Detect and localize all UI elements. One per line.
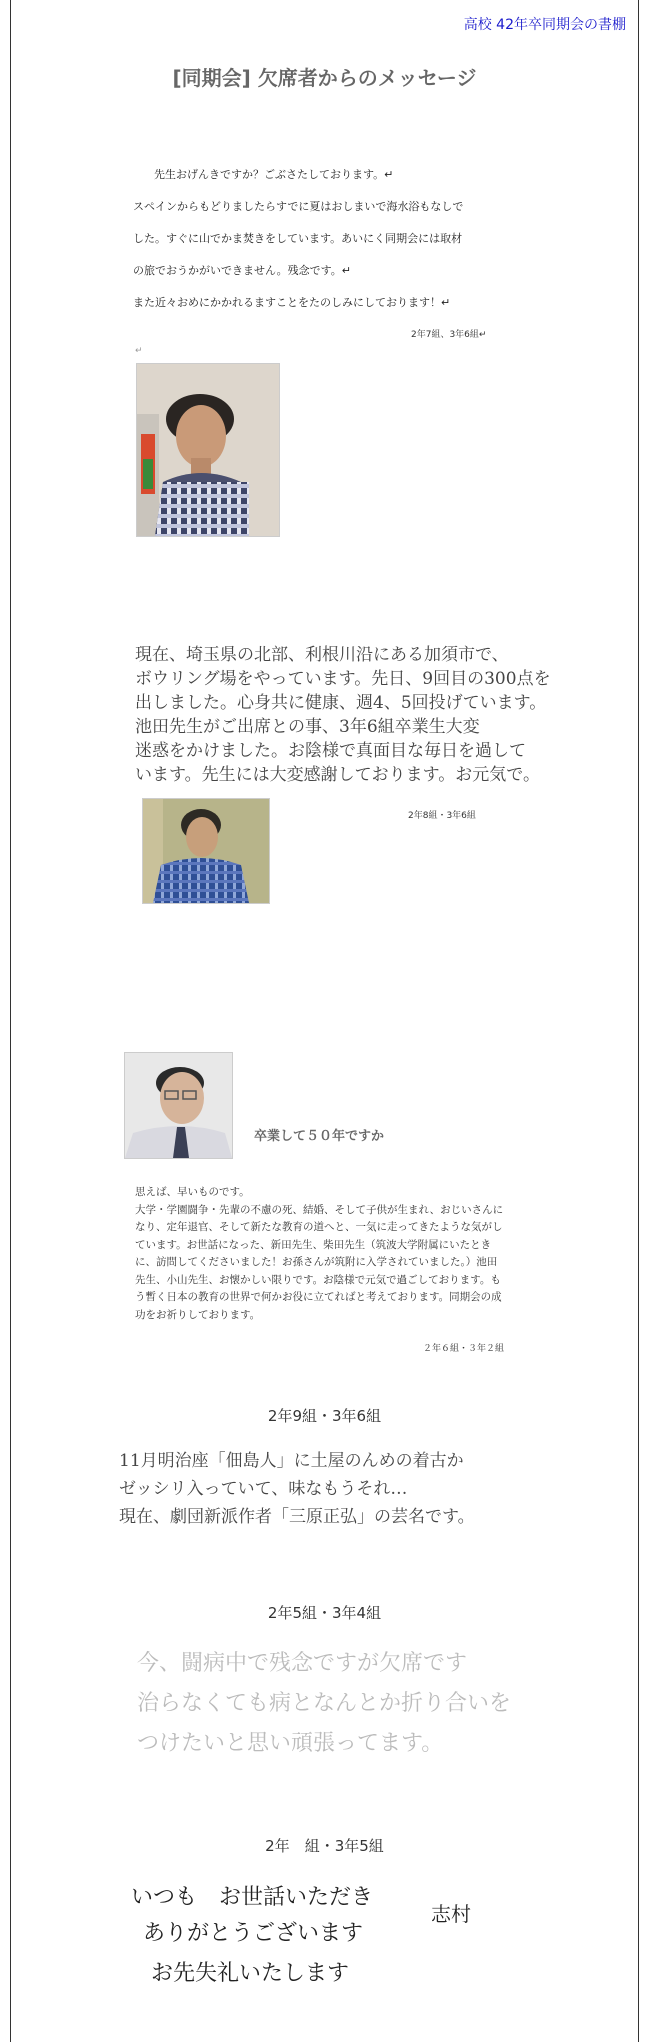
message-6-heading: 2年 組・3年5組 <box>265 1837 384 1855</box>
page-frame <box>10 0 639 2042</box>
message-3-signature: ２年６組・３年２組 <box>423 1344 505 1354</box>
photo-man-3 <box>124 1052 233 1159</box>
message-3-body <box>135 1184 520 1324</box>
message-3-line: 思えば、早いものです。 <box>135 1186 250 1198</box>
message-1-line: した。すぐに山でかま焚きをしています。あいにく同期会には取材 <box>133 232 463 245</box>
message-3-line: う暫く日本の教育の世界で何かお役に立てればと考えております。同期会の成 <box>135 1291 502 1303</box>
message-3-line: 先生、小山先生、お懐かしい限りです。お陰様で元気で過ごしております。も <box>135 1273 501 1286</box>
portrait-illustration <box>137 364 279 536</box>
handwritten-line: 池田先生がご出席との事、3年6組卒業生大変 <box>135 717 480 737</box>
message-2-signature: 2年8組・3年6組 <box>408 811 476 821</box>
portrait-illustration <box>125 1053 232 1158</box>
message-1-line: スペインからもどりましたらすでに夏はおしまいで海水浴もなしで <box>133 200 464 213</box>
message-1-line: また近々おめにかかれるますことをたのしみにしております！↵ <box>133 296 451 309</box>
handwritten-name: 志村 <box>431 1902 471 1926</box>
message-3-line: ています。お世話になった、新田先生、柴田先生（筑波大学附属にいたとき <box>135 1238 492 1251</box>
message-3-line: なり、定年退官、そして新たな教育の道へと、一気に走ってきたような気がし <box>135 1221 503 1233</box>
handwritten-line: 出しました。心身共に健康、週4、5回投げています。 <box>135 693 547 713</box>
handwritten-line: いつも お世話いただき <box>131 1885 374 1910</box>
handwritten-line: 現在、埼玉県の北部、利根川沿にある加須市で、 <box>135 645 509 665</box>
handwritten-line: ありがとうございます <box>143 1921 364 1946</box>
handwritten-line: 11月明治座「佃島人」に土屋のんめの着古か <box>119 1451 464 1471</box>
handwritten-line: ボウリング場をやっています。先日、9回目の300点を <box>135 669 551 689</box>
return-mark: ↵ <box>135 346 143 356</box>
photo-man-1 <box>136 363 280 537</box>
handwritten-line: お先失礼いたします <box>151 1961 350 1986</box>
handwritten-line: ゼッシリ入っていて、味なもうそれ… <box>119 1479 408 1499</box>
message-3-line: 大学・学園闘争・先輩の不慮の死、結婚、そして子供が生まれ、おじいさんに <box>135 1203 504 1216</box>
handwritten-line: 迷惑をかけました。お陰様で真面目な毎日を過して <box>135 741 526 761</box>
message-4-heading: 2年9組・3年6組 <box>267 1407 382 1425</box>
handwritten-line: 治らなくても病となんとか折り合いを <box>137 1691 512 1716</box>
message-3-line: に、訪問してくださいました！お孫さんが筑附に入学されていました。）池田 <box>135 1256 498 1268</box>
message-3-subtitle: 卒業して５０年ですか <box>254 1129 385 1144</box>
message-1-line: 先生おげんきですか？ごぶさたしております。↵ <box>143 168 394 181</box>
handwritten-line: 今、闘病中で残念ですが欠席です <box>137 1651 468 1676</box>
photo-man-2 <box>142 798 270 904</box>
page-title: [同期会] 欠席者からのメッセージ <box>172 66 477 90</box>
message-3-line: 功をお祈りしております。 <box>135 1308 261 1321</box>
portrait-illustration <box>143 799 269 903</box>
breadcrumb-link[interactable]: 高校 42年卒同期会の書棚 <box>463 17 626 33</box>
handwritten-line: 現在、劇団新派作者「三原正弘」の芸名です。 <box>119 1507 475 1527</box>
message-5-heading: 2年5組・3年4組 <box>267 1604 382 1622</box>
message-1-signature: 2年7組、3年6組↵ <box>411 330 487 340</box>
message-1-line: の旅でおうかがいできません。残念です。↵ <box>133 264 351 277</box>
handwritten-line: います。先生には大変感謝しております。お元気で。 <box>135 765 540 785</box>
handwritten-line: つけたいと思い頑張ってます。 <box>137 1731 444 1756</box>
